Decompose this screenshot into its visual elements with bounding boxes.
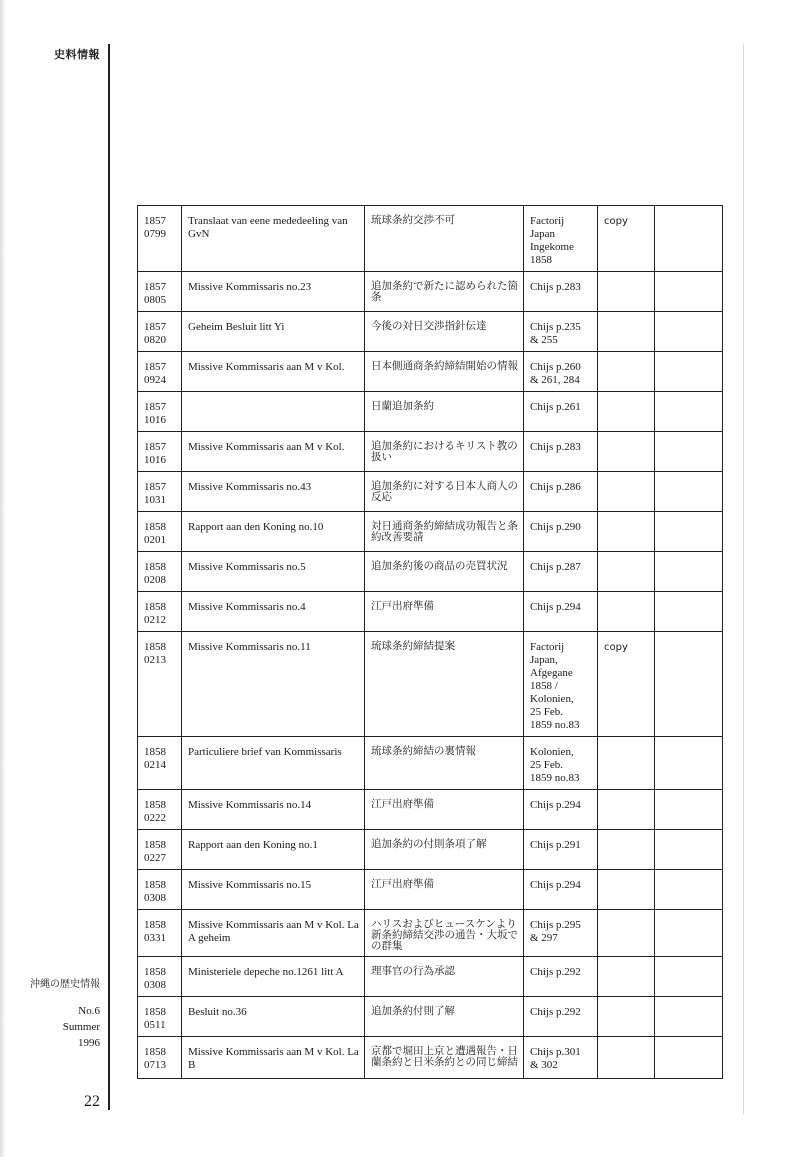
table-row [138, 312, 723, 352]
record-id-cell: 1858 0308 [138, 957, 182, 997]
table-row [138, 352, 723, 392]
note-cell: copy [598, 206, 655, 272]
note-cell [598, 592, 655, 632]
extra-cell [655, 472, 723, 512]
source-reference-cell: Chijs p.260 & 261, 284 [524, 352, 598, 392]
extra-cell [655, 1037, 723, 1079]
section-label: 史料情報 [54, 48, 100, 61]
note-cell [598, 1037, 655, 1079]
table-row [138, 552, 723, 592]
document-title-cell: Missive Kommissaris aan M v Kol. [182, 432, 365, 472]
extra-cell [655, 312, 723, 352]
record-id-cell: 1858 0227 [138, 830, 182, 870]
document-title-cell: Ministeriele depeche no.1261 litt A [182, 957, 365, 997]
source-reference-cell: Chijs p.295 & 297 [524, 910, 598, 957]
source-reference-cell: Chijs p.261 [524, 392, 598, 432]
source-reference-cell: Chijs p.301 & 302 [524, 1037, 598, 1079]
document-title-cell [182, 392, 365, 432]
note-cell [598, 870, 655, 910]
extra-cell [655, 870, 723, 910]
note-cell [598, 352, 655, 392]
extra-cell [655, 432, 723, 472]
note-cell [598, 790, 655, 830]
document-title-cell: Besluit no.36 [182, 997, 365, 1037]
japanese-summary-cell: 琉球条約締結の裏情報 [365, 737, 524, 790]
extra-cell [655, 957, 723, 997]
table-row [138, 830, 723, 870]
record-id-cell: 1858 0331 [138, 910, 182, 957]
extra-cell [655, 592, 723, 632]
note-cell [598, 272, 655, 312]
source-reference-cell: Chijs p.287 [524, 552, 598, 592]
document-title-cell: Missive Kommissaris no.11 [182, 632, 365, 737]
note-cell: copy [598, 632, 655, 737]
table-row [138, 472, 723, 512]
source-reference-cell: Chijs p.235 & 255 [524, 312, 598, 352]
document-title-cell: Missive Kommissaris aan M v Kol. La B [182, 1037, 365, 1079]
table-row [138, 737, 723, 790]
note-cell [598, 472, 655, 512]
extra-cell [655, 737, 723, 790]
record-id-cell: 1857 1016 [138, 392, 182, 432]
note-cell [598, 312, 655, 352]
note-cell [598, 552, 655, 592]
extra-cell [655, 352, 723, 392]
note-cell [598, 392, 655, 432]
source-reference-cell: Chijs p.286 [524, 472, 598, 512]
issue-season: Summer [62, 1021, 100, 1033]
source-reference-cell: Kolonien, 25 Feb. 1859 no.83 [524, 737, 598, 790]
source-reference-cell: Chijs p.290 [524, 512, 598, 552]
japanese-summary-cell: ハリスおよびヒュースケンより新条約締結交渉の通告・大坂での群集 [365, 910, 524, 957]
japanese-summary-cell: 京都で堀田上京と遭遇報告・日蘭条約と日米条約との同じ締結 [365, 1037, 524, 1079]
record-id-cell: 1858 0214 [138, 737, 182, 790]
japanese-summary-cell: 追加条約で新たに認められた箇条 [365, 272, 524, 312]
extra-cell [655, 272, 723, 312]
journal-title: 沖縄の歴史情報 [30, 979, 100, 990]
source-reference-cell: Factorij Japan Ingekome 1858 [524, 206, 598, 272]
japanese-summary-cell: 追加条約後の商品の売買状況 [365, 552, 524, 592]
source-reference-cell: Chijs p.294 [524, 592, 598, 632]
extra-cell [655, 830, 723, 870]
table-row [138, 392, 723, 432]
table-row [138, 206, 723, 272]
document-title-cell: Geheim Besluit litt Yi [182, 312, 365, 352]
table-row [138, 790, 723, 830]
note-cell [598, 512, 655, 552]
record-id-cell: 1858 0201 [138, 512, 182, 552]
extra-cell [655, 790, 723, 830]
document-title-cell: Missive Kommissaris no.15 [182, 870, 365, 910]
table-row [138, 512, 723, 552]
table-row [138, 1037, 723, 1079]
note-cell [598, 830, 655, 870]
document-title-cell: Particuliere brief van Kommissaris [182, 737, 365, 790]
source-reference-cell: Chijs p.291 [524, 830, 598, 870]
archive-records-table [137, 205, 723, 1079]
japanese-summary-cell: 今後の対日交渉指針伝達 [365, 312, 524, 352]
japanese-summary-cell: 江戸出府準備 [365, 870, 524, 910]
records-body [138, 206, 723, 1079]
source-reference-cell: Factorij Japan, Afgegane 1858 / Kolonien, 25 Feb. 1859 no.83 [524, 632, 598, 737]
margin-rule [108, 44, 110, 1110]
note-cell [598, 432, 655, 472]
document-title-cell: Rapport aan den Koning no.1 [182, 830, 365, 870]
document-title-cell: Missive Kommissaris aan M v Kol. La A geheim [182, 910, 365, 957]
scan-shadow [0, 0, 6, 1157]
extra-cell [655, 632, 723, 737]
japanese-summary-cell: 琉球条約交渉不可 [365, 206, 524, 272]
japanese-summary-cell: 日本側通商条約締結開始の情報 [365, 352, 524, 392]
note-cell [598, 910, 655, 957]
document-title-cell: Missive Kommissaris no.5 [182, 552, 365, 592]
extra-cell [655, 997, 723, 1037]
japanese-summary-cell: 追加条約の付則条項了解 [365, 830, 524, 870]
japanese-summary-cell: 理事官の行為承認 [365, 957, 524, 997]
record-id-cell: 1857 0799 [138, 206, 182, 272]
table-row [138, 432, 723, 472]
extra-cell [655, 206, 723, 272]
document-title-cell: Translaat van eene mededeeling van GvN [182, 206, 365, 272]
extra-cell [655, 392, 723, 432]
japanese-summary-cell: 江戸出府準備 [365, 790, 524, 830]
record-id-cell: 1858 0713 [138, 1037, 182, 1079]
source-reference-cell: Chijs p.292 [524, 997, 598, 1037]
note-cell [598, 997, 655, 1037]
table-row [138, 997, 723, 1037]
japanese-summary-cell: 追加条約におけるキリスト教の扱い [365, 432, 524, 472]
japanese-summary-cell: 追加条約に対する日本人商人の反応 [365, 472, 524, 512]
table-row [138, 910, 723, 957]
source-reference-cell: Chijs p.294 [524, 870, 598, 910]
table-row [138, 870, 723, 910]
table-row [138, 272, 723, 312]
note-cell [598, 957, 655, 997]
source-reference-cell: Chijs p.294 [524, 790, 598, 830]
japanese-summary-cell: 琉球条約締結提案 [365, 632, 524, 737]
record-id-cell: 1858 0208 [138, 552, 182, 592]
record-id-cell: 1857 1031 [138, 472, 182, 512]
table-row [138, 957, 723, 997]
source-reference-cell: Chijs p.283 [524, 272, 598, 312]
record-id-cell: 1857 0805 [138, 272, 182, 312]
document-title-cell: Missive Kommissaris no.4 [182, 592, 365, 632]
record-id-cell: 1857 0924 [138, 352, 182, 392]
record-id-cell: 1857 1016 [138, 432, 182, 472]
table-row [138, 592, 723, 632]
extra-cell [655, 512, 723, 552]
issue-number: No.6 [78, 1005, 100, 1017]
right-margin-line [743, 44, 744, 1114]
document-title-cell: Rapport aan den Koning no.10 [182, 512, 365, 552]
japanese-summary-cell: 日蘭追加条約 [365, 392, 524, 432]
record-id-cell: 1857 0820 [138, 312, 182, 352]
japanese-summary-cell: 江戸出府準備 [365, 592, 524, 632]
record-id-cell: 1858 0511 [138, 997, 182, 1037]
issue-year: 1996 [78, 1037, 100, 1049]
document-title-cell: Missive Kommissaris aan M v Kol. [182, 352, 365, 392]
document-title-cell: Missive Kommissaris no.14 [182, 790, 365, 830]
extra-cell [655, 552, 723, 592]
record-id-cell: 1858 0222 [138, 790, 182, 830]
document-title-cell: Missive Kommissaris no.43 [182, 472, 365, 512]
document-title-cell: Missive Kommissaris no.23 [182, 272, 365, 312]
source-reference-cell: Chijs p.292 [524, 957, 598, 997]
record-id-cell: 1858 0308 [138, 870, 182, 910]
table-row [138, 632, 723, 737]
note-cell [598, 737, 655, 790]
page-number: 22 [84, 1093, 100, 1110]
japanese-summary-cell: 追加条約付則了解 [365, 997, 524, 1037]
record-id-cell: 1858 0212 [138, 592, 182, 632]
japanese-summary-cell: 対日通商条約締結成功報告と条約改善要請 [365, 512, 524, 552]
record-id-cell: 1858 0213 [138, 632, 182, 737]
source-reference-cell: Chijs p.283 [524, 432, 598, 472]
extra-cell [655, 910, 723, 957]
journal-info [8, 977, 100, 1051]
